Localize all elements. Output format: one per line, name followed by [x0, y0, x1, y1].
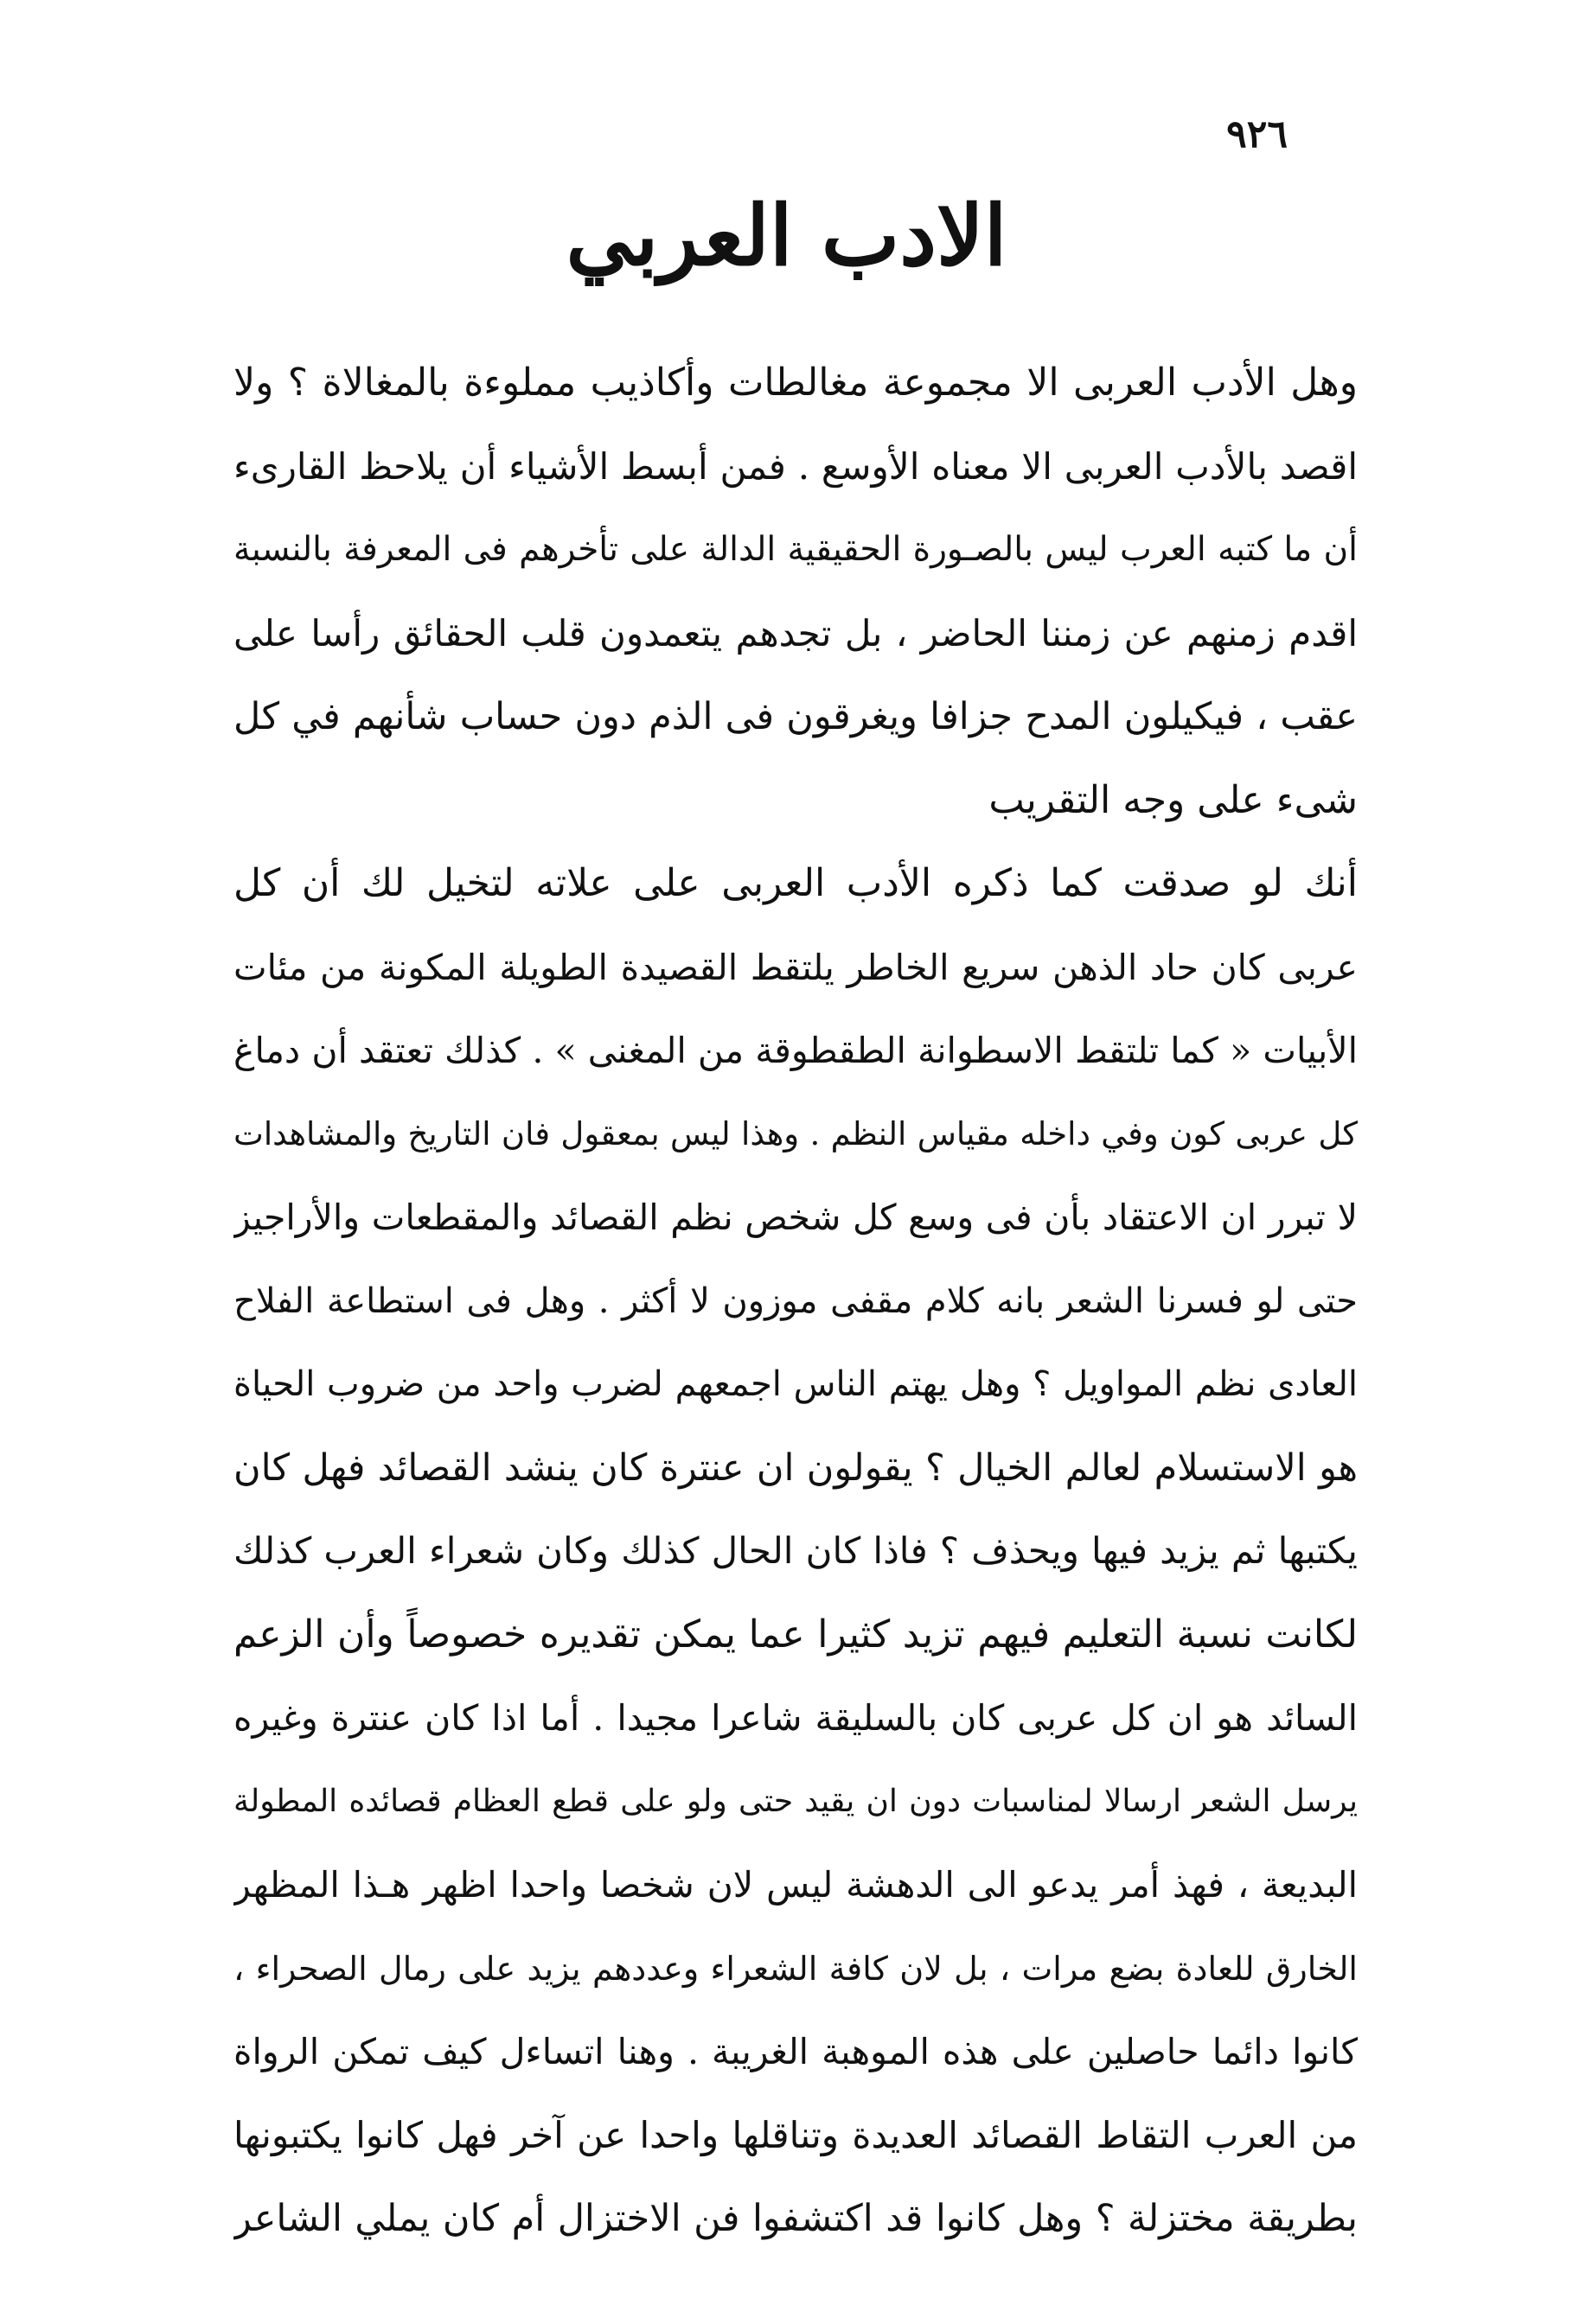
text-line: أنك لو صدقت كما ذكره الأدب العربى على علاته لتخيل لك أن كل: [233, 861, 1358, 905]
text-line: شىء على وجه التقريب: [988, 777, 1358, 822]
text-line: السائد هو ان كل عربى كان بالسليقة شاعرا مجيدا . أما اذا كان عنترة وغيره: [233, 1697, 1358, 1739]
body-text: [233, 342, 1358, 2261]
text-line: الأبيات « كما تلتقط الاسطوانة الطقطوقة من المغنى » . كذلك تعتقد أن دماغ: [233, 1030, 1358, 1071]
text-line: حتى لو فسرنا الشعر بانه كلام مقفى موزون لا أكثر . وهل فى استطاعة الفلاح: [233, 1280, 1358, 1321]
text-line: لكانت نسبة التعليم فيهم تزيد كثيرا عما يمكن تقديره خصوصاً وأن الزعم: [233, 1612, 1358, 1657]
text-line: عربى كان حاد الذهن سريع الخاطر يلتقط القصيدة الطويلة المكونة من مئات: [233, 946, 1358, 988]
text-line: يرسل الشعر ارسالا لمناسبات دون ان يقيد حتى ولو على قطع العظام قصائده المطولة: [233, 1783, 1358, 1819]
text-line: بطريقة مختزلة ؟ وهل كانوا قد اكتشفوا فن الاختزال أم كان يملي الشاعر: [233, 2197, 1358, 2240]
text-line: عقب ، فيكيلون المدح جزافا ويغرقون فى الذم دون حساب شأنهم في كل: [233, 695, 1358, 738]
text-line: هو الاستسلام لعالم الخيال ؟ يقولون ان عنترة كان ينشد القصائد فهل كان: [233, 1446, 1358, 1490]
text-line: اقدم زمنهم عن زمننا الحاضر ، بل تجدهم يتعمدون قلب الحقائق رأسا على: [233, 611, 1358, 654]
text-line: البديعة ، فهذ أمر يدعو الى الدهشة ليس لان شخصا واحدا اظهر هـذا المظهر: [233, 1864, 1358, 1906]
text-line: كانوا دائما حاصلين على هذه الموهبة الغريبة . وهنا اتساءل كيف تمكن الرواة: [233, 2031, 1358, 2072]
text-line: يكتبها ثم يزيد فيها ويحذف ؟ فاذا كان الحال كذلك وكان شعراء العرب كذلك: [233, 1529, 1358, 1572]
text-line: اقصد بالأدب العربى الا معناه الأوسع . فمن أبسط الأشياء أن يلاحظ القارىء: [233, 444, 1358, 488]
text-line: أن ما كتبه العرب ليس بالصـورة الحقيقية الدالة على تأخرهم فى المعرفة بالنسبة: [233, 530, 1358, 569]
text-line: من العرب التقاط القصائد العديدة وتناقلها واحدا عن آخر فهل كانوا يكتبونها: [233, 2113, 1358, 2156]
text-line: الخارق للعادة بضع مرات ، بل لان كافة الشعراء وعددهم يزيد على رمال الصحراء ،: [233, 1949, 1358, 1988]
page-title: الادب العربي: [566, 187, 1007, 284]
text-line: كل عربى كون وفي داخله مقياس النظم . وهذا ليس بمعقول فان التاريخ والمشاهدات: [233, 1114, 1358, 1152]
text-line: العادى نظم المواويل ؟ وهل يهتم الناس اجمعهم لضرب واحد من ضروب الحياة: [233, 1364, 1358, 1404]
text-line: وهل الأدب العربى الا مجموعة مغالطات وأكاذيب مملوءة بالمغالاة ؟ ولا: [233, 361, 1358, 405]
text-line: لا تبرر ان الاعتقاد بأن فى وسع كل شخص نظم القصائد والمقطعات والأراجيز: [233, 1197, 1358, 1238]
page-number: ٩٢٦: [1226, 112, 1288, 156]
